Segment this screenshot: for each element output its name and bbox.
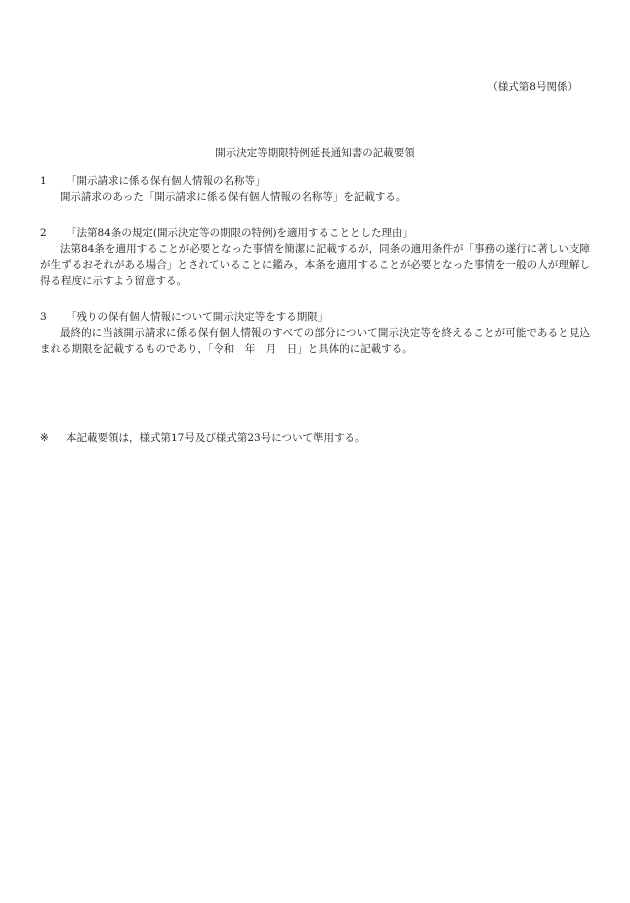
form-reference: （様式第8号関係） (487, 81, 578, 93)
item-description: 開示請求のあった「開示請求に係る保有個人情報の名称等」を記載する。 (59, 191, 407, 203)
footnote (40, 431, 590, 447)
reference-mark: ※ (40, 432, 49, 444)
item-number: 3 (40, 311, 47, 323)
footnote-text: 本記載要領は，様式第17号及び様式第23号について準用する。 (66, 432, 366, 444)
item-heading-row (40, 226, 590, 241)
document-title: 開示決定等期限特例延長通知書の記載要領 (215, 147, 415, 159)
item-heading: 「残りの保有個人情報について開示決定等をする期限」 (66, 311, 329, 323)
item-heading: 「法第84条の規定(開示決定等の期限の特例)を適用することとした理由」 (66, 227, 414, 239)
instruction-item-1 (40, 174, 590, 205)
item-number: 2 (40, 227, 47, 239)
instruction-list (40, 174, 590, 378)
instruction-item-2 (40, 226, 590, 289)
item-heading-row (40, 174, 590, 189)
instruction-item-3 (40, 310, 590, 357)
item-heading: 「開示請求に係る保有個人情報の名称等」 (66, 175, 266, 187)
item-heading-row (40, 310, 590, 325)
item-description: 最終的に当該開示請求に係る保有個人情報のすべての部分について開示決定等を終えることが可能であると見込まれる期限を記載するものであり，「令和 年 月 日」と具体的に記載する。 (40, 327, 590, 355)
item-number: 1 (40, 175, 47, 187)
item-description: 法第84条を適用することが必要となった事情を簡潔に記載するが，同条の適用条件が「事務の遂行に著しい支障が生ずるおそれがある場合」とされていることに鑑み，本条を適用することが必要となった事情を一般の人が理解し得る程度に示すよう留意する。 (40, 243, 590, 287)
